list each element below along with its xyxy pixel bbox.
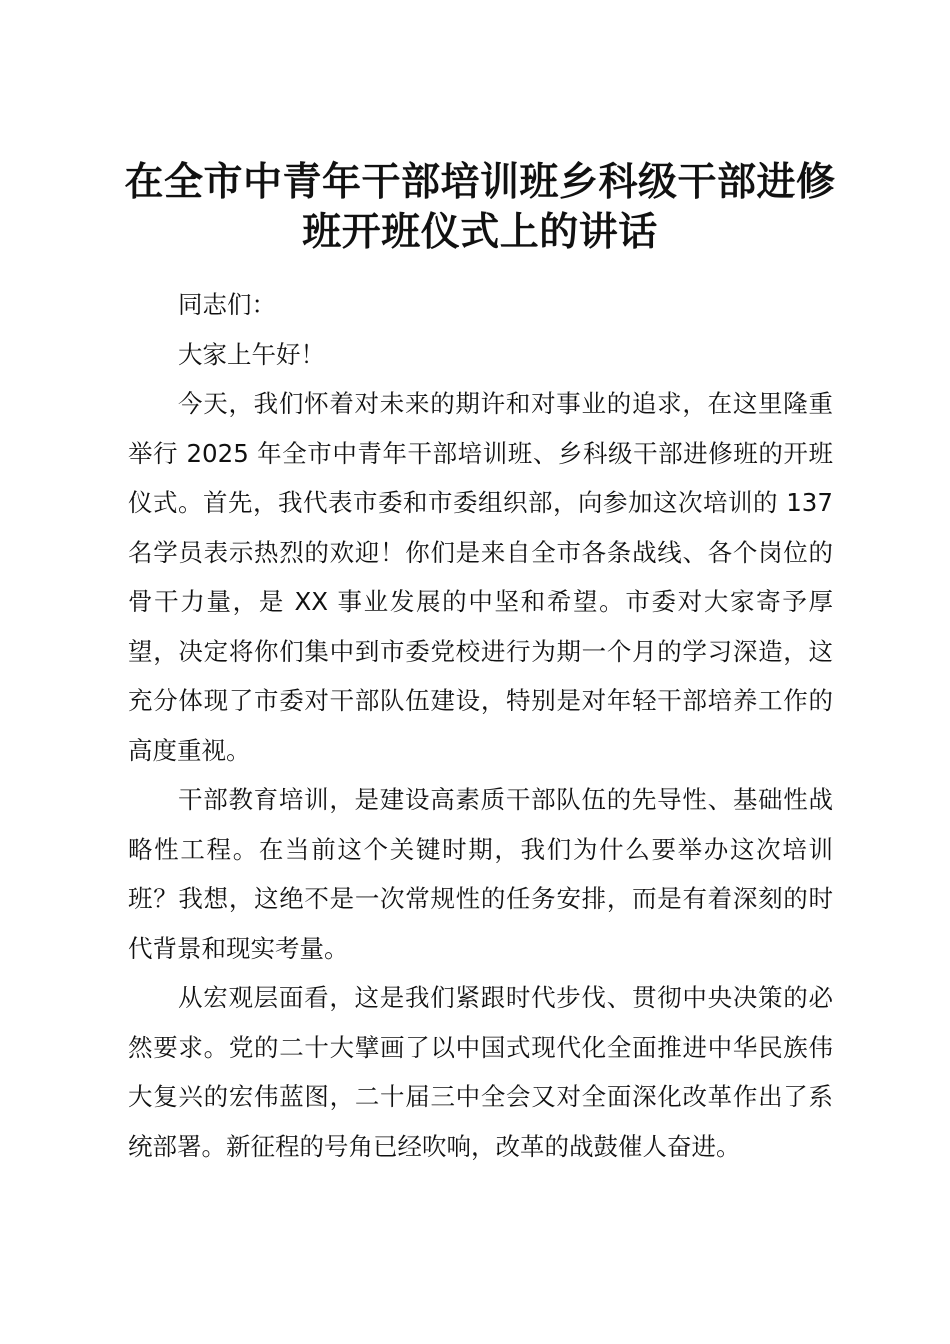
document-body xyxy=(128,280,833,1171)
greeting: 大家上午好！ xyxy=(178,339,325,369)
document-title: 在全市中青年干部培训班乡科级干部进修班开班仪式上的讲话 xyxy=(124,160,836,255)
paragraph: 从宏观层面看，这是我们紧跟时代步伐、贯彻中央决策的必然要求。党的二十大擘画了以中国式现代化全面推进中华民族伟大复兴的宏伟蓝图，二十届三中全会又对全面深化改革作出了系统部署。新征程的号角已经吹响，改革的战鼓催人奋进。 xyxy=(128,983,833,1161)
paragraph: 今天，我们怀着对未来的期许和对事业的追求，在这里隆重举行 2025 年全市中青年干部培训班、乡科级干部进修班的开班仪式。首先，我代表市委和市委组织部，向参加这次培训的 137 名学员表示热烈的欢迎！你们是来自全市各条战线、各个岗位的骨干力量，是 XX 事业发展的中坚和希望。市委对大家寄予厚望，决定将你们集中到市委党校进行为期一个月的学习深造，这充分体现了市委对干部队伍建设，特别是对年轻干部培养工作的高度重视。 xyxy=(128,389,833,765)
paragraph: 干部教育培训，是建设高素质干部队伍的先导性、基础性战略性工程。在当前这个关键时期，我们为什么要举办这次培训班？我想，这绝不是一次常规性的任务安排，而是有着深刻的时代背景和现实考量。 xyxy=(128,785,833,963)
salutation: 同志们： xyxy=(178,290,276,319)
